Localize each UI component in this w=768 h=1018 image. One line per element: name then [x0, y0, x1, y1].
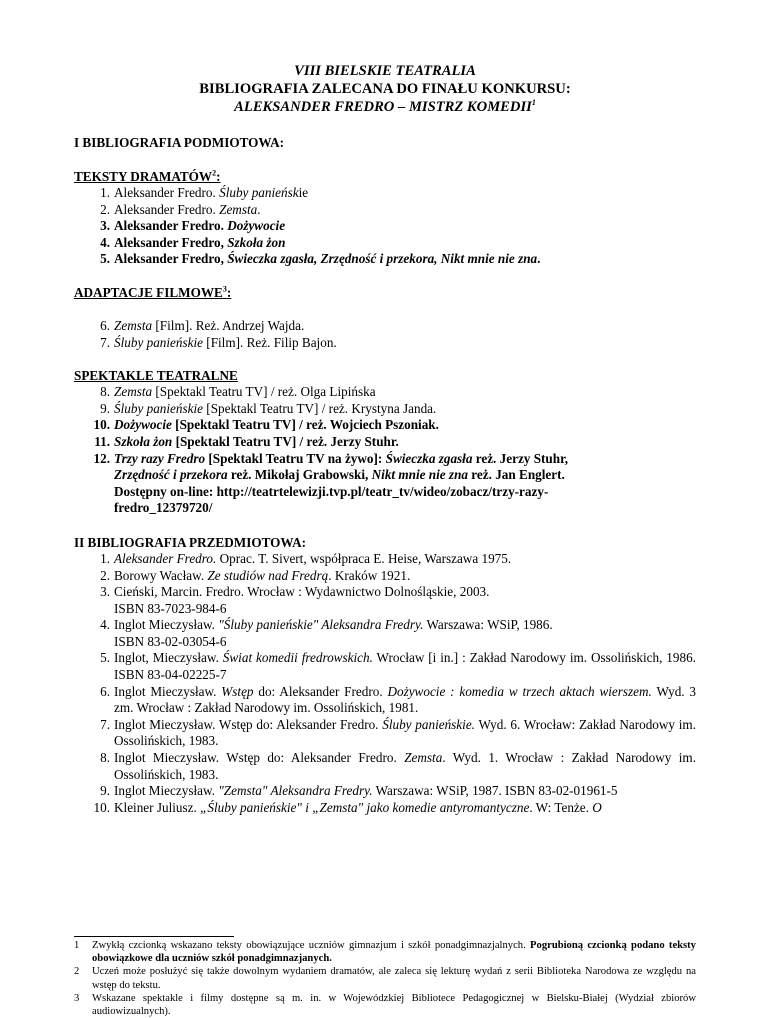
item-number: 9. — [100, 783, 110, 799]
online-link-cont[interactable]: fredro_12379720/ — [114, 500, 213, 516]
texts-heading: TEKSTY DRAMATÓW$^2$: — [74, 168, 221, 184]
citation-part: „Śluby panieńskie" i „Zemsta" jako komedie antyromantyczne — [200, 799, 530, 815]
citation-part: Warszawa: WSiP, 1987. ISBN 83-02-01961-5 — [372, 783, 618, 799]
citation-part: Inglot Mieczysław. — [114, 783, 219, 799]
list-item — [74, 568, 696, 585]
section-1-heading: I BIBLIOGRAFIA PODMIOTOWA: — [74, 135, 285, 150]
work-title: Śluby panieńsk — [219, 185, 299, 200]
item-number: 6. — [100, 683, 110, 699]
footnote-bold-text: Pogrubioną czcionką podano teksty obowiązkowe dla uczniów szkół ponadgimnazjanych. — [92, 940, 696, 965]
list-item — [74, 800, 696, 817]
title-line-1: VIII BIELSKIE TEATRALIA — [294, 63, 476, 79]
item-number: 6. — [100, 317, 110, 333]
citation-part: Borowy Wacław. — [114, 567, 208, 583]
document-page — [74, 62, 696, 816]
list-item — [74, 202, 696, 219]
plays-list — [74, 384, 696, 450]
citation-part: Inglot Mieczysław. — [114, 683, 222, 699]
citation-part: Zemsta — [404, 750, 443, 766]
citation-part: Cieński, Marcin. Fredro. Wrocław : Wydawnictwo Dolnośląskie, 2003. — [114, 584, 490, 600]
play-title: Śluby panieńskie — [114, 400, 203, 416]
footnote — [74, 992, 696, 1018]
citation-part: Oprac. T. Sivert, współpraca E. Heise, Warszawa 1975. — [216, 550, 512, 566]
citation-part: Wrocław [i in.] : Zakład Narodowy im. Ossolińskich, 1986. ISBN 83-04-02225-7 — [114, 650, 696, 683]
list-item — [74, 235, 696, 252]
document-title — [74, 62, 696, 116]
citation-part: Aleksander Fredro. — [114, 550, 217, 566]
item-number: 4. — [100, 234, 110, 250]
footnote — [74, 965, 696, 991]
work-title: Zemsta — [219, 201, 258, 217]
footnote-ref-2[interactable]: 2 — [212, 168, 217, 178]
footnote-divider — [74, 936, 234, 937]
biblio-list — [74, 551, 696, 817]
citation-part: do: Aleksander Fredro. — [253, 683, 388, 699]
footnote-text: Zwykłą czcionką wskazano teksty obowiązujące uczniów gimnazjum i szkół ponadgimnazjalnych. — [92, 940, 531, 951]
citation-part: "Śluby panieńskie" Aleksandra Fredry. — [218, 617, 424, 633]
footnote-number: 2 — [74, 966, 80, 978]
item-suffix: . — [257, 201, 261, 217]
item-number: 3. — [100, 584, 110, 600]
item-number: 7. — [100, 716, 110, 732]
footnote-number: 3 — [74, 992, 80, 1004]
list-item — [74, 218, 696, 235]
list-item — [74, 185, 696, 202]
play-details: [Spektakl Teatru TV] / reż. Olga Lipińska — [152, 384, 376, 400]
citation-part: O — [592, 799, 602, 815]
item-number: 8. — [100, 384, 110, 400]
texts-list — [74, 185, 696, 268]
citation-part: . Wyd. 1. Wrocław : Zakład Narodowy im. Ossolińskich, 1983. — [114, 750, 696, 782]
item-number: 11. — [94, 433, 110, 449]
item-number: 3. — [100, 218, 110, 234]
citation-part: Dożywocie : komedia w trzech aktach wierszem. — [387, 683, 652, 699]
film-title: Zemsta — [114, 317, 153, 333]
list-item — [74, 318, 696, 335]
footnote-number: 1 — [74, 940, 80, 951]
list-item — [74, 551, 696, 568]
item-number: 1. — [100, 550, 110, 566]
citation-part: Wyd. 6. Wrocław: Zakład Narodowy im. Ossolińskich, 1983. — [114, 716, 696, 749]
citation-part: . Kraków 1921. — [328, 567, 411, 583]
list-item — [74, 617, 696, 650]
item-number: 10. — [93, 799, 110, 815]
isbn: ISBN 83-7023-984-6 — [114, 600, 227, 616]
footnote — [74, 939, 696, 965]
item-number: 2. — [100, 201, 110, 217]
list-item: 12. Trzy razy Fredro [Spektakl Teatru TV na żywo]: Świeczka zgasła reż. Jerzy Stuhr, Zrzędność i przekora reż. Mikołaj Grabowski, Nikt mnie nie zna reż. Jan Englert. Dostępny on-line: http://teatrtelewizji.tvp.pl/teatr_tv/wideo/zobacz/trzy-razy- fredro_12379720/ — [93, 450, 569, 516]
work-title: Szkoła żon — [227, 234, 286, 250]
citation-part: Kleiner Juliusz. — [114, 799, 201, 815]
list-item — [74, 417, 696, 434]
author: Aleksander Fredro. — [114, 201, 220, 217]
citation-part: Śluby panieńskie. — [382, 716, 475, 732]
item-number: 5. — [100, 650, 110, 666]
author: Aleksander Fredro. — [114, 185, 220, 200]
list-item — [74, 384, 696, 401]
list-item — [74, 584, 696, 617]
title-line-2: BIBLIOGRAFIA ZALECANA DO FINAŁU KONKURSU: — [199, 81, 571, 97]
citation-part: Inglot Mieczysław. Wstęp do: Aleksander Fredro. — [114, 750, 405, 766]
play-title: Szkoła żon — [114, 433, 173, 449]
film-details: [Film]. Reż. Andrzej Wajda. — [152, 317, 305, 333]
isbn: ISBN 83-02-03054-6 — [114, 633, 227, 649]
play-title: Dożywocie — [114, 417, 172, 433]
work-title: Świeczka zgasła, Zrzędność i przekora, Nikt mnie nie zna — [227, 251, 538, 267]
list-item — [74, 335, 696, 352]
list-item — [74, 650, 696, 683]
citation-part: "Zemsta" Aleksandra Fredry. — [218, 783, 373, 799]
play-title: Zemsta — [114, 384, 153, 400]
citation-part: Wyd. 3 zm. Wrocław : Zakład Narodowy im. Ossolińskich, 1981. — [114, 683, 696, 716]
item-number: 4. — [100, 617, 110, 633]
footnotes — [74, 939, 696, 1018]
citation-part: Inglot, Mieczysław. — [114, 650, 223, 666]
item-number: 9. — [100, 400, 110, 416]
citation-part: Świat komedii fredrowskich. — [222, 650, 373, 666]
footnote-ref-3[interactable]: 3 — [222, 284, 227, 294]
play-details: [Spektakl Teatru TV] / reż. Wojciech Pszoniak. — [171, 417, 439, 433]
item-number: 10. — [93, 417, 110, 433]
footnote-ref-1[interactable]: 1 — [531, 98, 536, 108]
author: Aleksander Fredro, — [114, 251, 228, 267]
play-details: [Spektakl Teatru TV] / reż. Jerzy Stuhr. — [172, 433, 399, 449]
citation-part: Ze studiów nad Fredrą — [207, 567, 329, 583]
item-number: 2. — [100, 567, 110, 583]
list-item — [74, 684, 696, 717]
footnote-text: Uczeń może posłużyć się także dowolnym wydaniem dramatów, ale zaleca się lekturę wydań z serii Biblioteka Narodowa ze względu na wstęp do tekstu. — [92, 966, 696, 991]
film-title: Śluby panieńskie — [114, 334, 203, 350]
item-number: 7. — [100, 334, 110, 350]
list-item — [74, 717, 696, 750]
item-number: 8. — [100, 750, 110, 766]
film-details: [Film]. Reż. Filip Bajon. — [203, 334, 337, 350]
list-item — [74, 750, 696, 783]
citation-part: Warszawa: WSiP, 1986. — [423, 617, 553, 633]
plays-list-item-12 — [74, 451, 696, 517]
citation-part: . W: Tenże. — [529, 799, 593, 815]
item-number: 1. — [100, 185, 110, 200]
online-link[interactable]: Dostępny on-line: http://teatrtelewizji.tvp.pl/teatr_tv/wideo/zobacz/trzy-razy- — [114, 483, 549, 499]
films-list — [74, 318, 696, 351]
item-number: 5. — [100, 251, 110, 267]
section-2-heading: II BIBLIOGRAFIA PRZEDMIOTOWA: — [74, 534, 307, 550]
author: Aleksander Fredro. — [114, 218, 228, 234]
footnote-text: Wskazane spektakle i filmy dostępne są m. in. w Wojewódzkiej Bibliotece Pedagogicznej w Bielsku-Białej (Wydział zbiorów audiowizualnych). — [92, 992, 696, 1018]
list-item — [74, 434, 696, 451]
list-item — [74, 401, 696, 418]
title-line-3: ALEKSANDER FREDRO – MISTRZ KOMEDII$^1$ — [234, 98, 536, 115]
list-item — [74, 783, 696, 800]
play-details: [Spektakl Teatru TV] / reż. Krystyna Janda. — [203, 400, 437, 416]
item-suffix: ie — [298, 185, 309, 200]
item-suffix: . — [537, 251, 541, 267]
work-title: Dożywocie — [227, 218, 286, 234]
citation-part: Inglot Mieczysław. — [114, 617, 219, 633]
plays-heading: SPEKTAKLE TEATRALNE — [74, 368, 238, 384]
author: Aleksander Fredro, — [114, 234, 228, 250]
citation-part: Wstęp — [221, 683, 254, 699]
list-item — [74, 251, 696, 268]
films-heading: ADAPTACJE FILMOWE$^3$: — [74, 284, 232, 300]
citation-part: Inglot Mieczysław. Wstęp do: Aleksander Fredro. — [114, 716, 383, 732]
